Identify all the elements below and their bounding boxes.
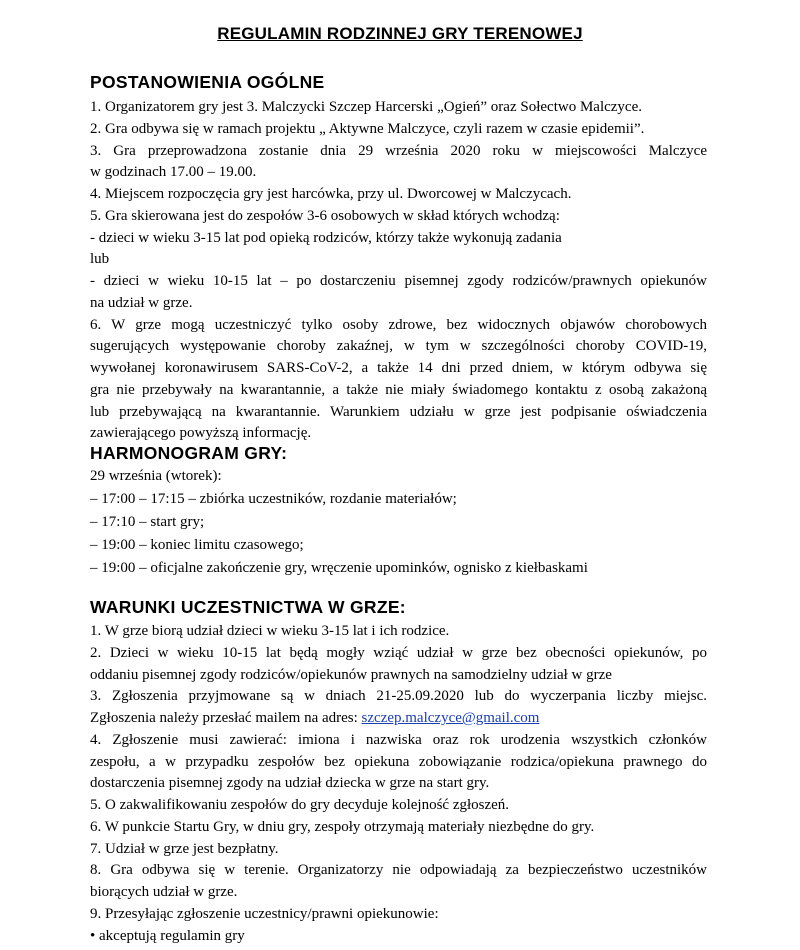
paragraph-line: - dzieci w wieku 10-15 lat – po dostarczeniu pisemnej zgody rodziców/prawnych opiekunów	[90, 273, 707, 289]
paragraph-line: lub przebywającą na kwarantannie. Warunkiem udziału w grze jest podpisanie oświadczenia	[90, 404, 707, 420]
schedule-line: – 17:10 – start gry;	[90, 514, 205, 530]
paragraph-line: 2. Dzieci w wieku 10-15 lat będą mogły wziąć udział w grze bez obecności opiekunów, po	[90, 645, 707, 661]
paragraph-line: 4. Miejscem rozpoczęcia gry jest harcówka, przy ul. Dworcowej w Malczycach.	[90, 186, 572, 202]
paragraph-line: wywołanej koronawirusem SARS-CoV-2, a także 14 dni przed dniem, w którym odbywa się	[90, 360, 707, 376]
section-heading-general: POSTANOWIENIA OGÓLNE	[90, 72, 325, 92]
email-label: Zgłoszenia należy przesłać mailem na adres:	[90, 710, 358, 726]
paragraph-line: 5. Gra skierowana jest do zespołów 3-6 osobowych w skład których wchodzą:	[90, 208, 560, 224]
paragraph-line: 9. Przesyłając zgłoszenie uczestnicy/prawni opiekunowie:	[90, 906, 439, 922]
paragraph-line: 5. O zakwalifikowaniu zespołów do gry decyduje kolejność zgłoszeń.	[90, 797, 510, 813]
schedule-line: 29 września (wtorek):	[90, 468, 222, 484]
paragraph-line: 6. W grze mogą uczestniczyć tylko osoby zdrowe, bez widocznych objawów chorobowych	[90, 317, 707, 333]
paragraph-line: 4. Zgłoszenie musi zawierać: imiona i nazwiska oraz rok urodzenia wszystkich członków	[90, 732, 707, 748]
schedule-line: – 17:00 – 17:15 – zbiórka uczestników, rozdanie materiałów;	[90, 491, 457, 507]
document-title: REGULAMIN RODZINNEJ GRY TERENOWEJ	[217, 24, 583, 43]
paragraph-line: dostarczenia pisemnej zgody na udział dziecka w grze na start gry.	[90, 775, 490, 791]
paragraph-line: 6. W punkcie Startu Gry, w dniu gry, zespoły otrzymają materiały niezbędne do gry.	[90, 819, 595, 835]
paragraph-line: 1. Organizatorem gry jest 3. Malczycki Szczep Harcerski „Ogień” oraz Sołectwo Malczyce.	[90, 99, 642, 115]
paragraph-line-email	[90, 708, 539, 728]
paragraph-line: oddaniu pisemnej zgody rodziców/opiekunów prawnych na samodzielny udział w grze	[90, 667, 612, 683]
paragraph-line: 7. Udział w grze jest bezpłatny.	[90, 841, 279, 857]
paragraph-line: sugerujących występowanie choroby zakaźnej, w tym w szczególności choroby COVID-19,	[90, 338, 707, 354]
paragraph-line: • akceptują regulamin gry	[90, 928, 245, 944]
schedule-line: – 19:00 – koniec limitu czasowego;	[90, 537, 304, 553]
paragraph-line: w godzinach 17.00 – 19.00.	[90, 164, 257, 180]
paragraph-line: 8. Gra odbywa się w terenie. Organizatorzy nie odpowiadają za bezpieczeństwo uczestników	[90, 862, 707, 878]
paragraph-line: 3. Gra przeprowadzona zostanie dnia 29 września 2020 roku w miejscowości Malczyce	[90, 143, 707, 159]
schedule-line: – 19:00 – oficjalne zakończenie gry, wręczenie upominków, ognisko z kiełbaskami	[90, 560, 588, 576]
paragraph-line: gra nie przebywały na kwarantannie, a także nie miały świadomego kontaktu z osobą zakażoną	[90, 382, 707, 398]
paragraph-line: 3. Zgłoszenia przyjmowane są w dniach 21-25.09.2020 lub do wyczerpania liczby miejsc.	[90, 688, 707, 704]
paragraph-line: 2. Gra odbywa się w ramach projektu „ Aktywne Malczyce, czyli razem w czasie epidemii”.	[90, 121, 645, 137]
paragraph-line: - dzieci w wieku 3-15 lat pod opieką rodziców, którzy także wykonują zadania	[90, 230, 562, 246]
paragraph-line: 1. W grze biorą udział dzieci w wieku 3-15 lat i ich rodzice.	[90, 623, 450, 639]
paragraph-line: zawierającego powyższą informację.	[90, 425, 312, 441]
paragraph-line: na udział w grze.	[90, 295, 193, 311]
section-heading-conditions: WARUNKI UCZESTNICTWA W GRZE:	[90, 597, 406, 617]
email-link[interactable]: szczep.malczyce@gmail.com	[361, 710, 540, 726]
paragraph-line: biorących udział w grze.	[90, 884, 238, 900]
paragraph-line: zespołu, a w przypadku zespołów bez opiekuna zobowiązanie rodzica/opiekuna prawnego do	[90, 754, 707, 770]
paragraph-line: lub	[90, 251, 110, 267]
section-heading-schedule: HARMONOGRAM GRY:	[90, 443, 288, 463]
